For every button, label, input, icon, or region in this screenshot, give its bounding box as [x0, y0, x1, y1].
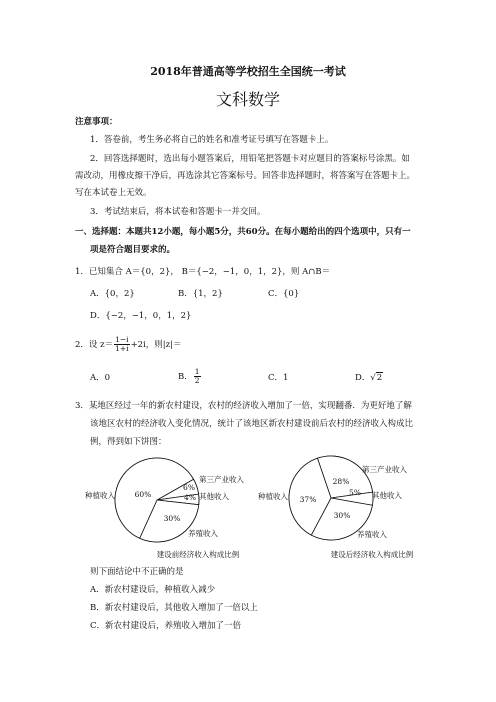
q3-line-2: 该地区农村的经济收入变化情况，统计了该地区新农村建设前后农村的经济收入构成比 [90, 419, 414, 429]
pie-category-label: 其他收入 [372, 491, 402, 500]
pie-title: 建设后经济收入构成比例 [330, 550, 414, 559]
q2-fraction-numerator: 1−i [115, 335, 129, 344]
pie-category-label: 养殖收入 [188, 529, 218, 538]
pie-category-label: 种植收入 [258, 492, 288, 501]
q2-option-b-denominator: 2 [194, 376, 200, 385]
exam-title: 2018年普通高等学校招生全国统一考试 [150, 65, 346, 78]
note-item-1: 1．答卷前，考生务必将自己的姓名和准考证号填写在答题卡上。 [90, 135, 334, 145]
pie-title: 建设前经济收入构成比例 [156, 550, 240, 559]
q2-fraction-denominator: 1+i [115, 344, 129, 353]
pie-category-label: 第三产业收入 [362, 465, 407, 474]
q3-line-1: 3．某地区经过一年的新农村建设，农村的经济收入增加了一倍，实现翻番．为更好地了解 [75, 401, 412, 411]
note-item-3: 3．考试结束后，将本试卷和答题卡一并交回。 [90, 207, 266, 217]
pie-value-label: 30% [163, 514, 181, 523]
q3-follow: 则下面结论中不正确的是 [90, 567, 184, 577]
q2-suffix: +2i，则|z|＝ [130, 340, 182, 350]
note-item-2-line-2: 需改动，用橡皮擦干净后，再选涂其它答案标号。回答非选择题时，将答案写在答题卡上。 [75, 171, 416, 181]
q3-line-3: 例，得到如下饼图： [90, 437, 167, 447]
pie-value-label: 5% [349, 488, 361, 497]
q2-option-d-label: D． [355, 373, 371, 383]
q1-option-c: C．{0} [268, 289, 300, 299]
q1-option-a: A．{0，2} [90, 289, 135, 299]
pie-value-label: 37% [299, 495, 317, 504]
q2-option-b-label: B． [178, 372, 193, 382]
pie-value-label: 28% [332, 477, 350, 486]
q1-stem: 1．已知集合 A＝{0，2}， B＝{−2，−1，0，1，2}，则 A∩B＝ [75, 267, 331, 277]
q2-option-a: A．0 [90, 373, 111, 383]
pie-category-label: 养殖收入 [357, 530, 387, 539]
q2-option-b-numerator: 1 [194, 367, 200, 376]
pie-category-label: 种植收入 [85, 491, 115, 500]
q2-prefix: 2．设 z＝ [75, 340, 114, 350]
notes-heading: 注意事项： [75, 117, 118, 127]
pie-value-label: 60% [134, 490, 152, 499]
q3-option-b: B．新农村建设后，其他收入增加了一倍以上 [90, 603, 258, 613]
section-heading-line-2: 项是符合题目要求的。 [90, 245, 176, 255]
q1-option-b: B．{1，2} [178, 289, 223, 299]
q2-option-c: C．1 [268, 373, 289, 383]
q3-option-c: C．新农村建设后，养殖收入增加了一倍 [90, 621, 242, 631]
note-item-2-line-1: 2．回答选择题时，选出每小题答案后，用铅笔把答题卡对应题目的答案标号涂黑。如 [90, 154, 410, 164]
subject-title: 文科数学 [215, 90, 280, 109]
pie-category-label: 第三产业收入 [199, 475, 244, 484]
section-heading-line-1: 一、选择题：本题共12小题，每小题5分，共60分。在每小题给出的四个选项中，只有一 [75, 227, 411, 237]
pie-value-label: 30% [333, 511, 351, 520]
pie-category-label: 其他收入 [199, 492, 229, 501]
q3-option-a: A．新农村建设后，种植收入减少 [90, 585, 216, 595]
pie-value-label: 6% [183, 483, 195, 492]
sqrt-symbol: √ [370, 373, 376, 383]
q2-option-d-radicand: 2 [376, 373, 383, 383]
q1-option-d: D．{−2，−1，0，1，2} [90, 311, 192, 321]
note-item-2-line-3: 写在本试卷上无效。 [75, 188, 152, 198]
pie-value-label: 4% [184, 493, 196, 502]
